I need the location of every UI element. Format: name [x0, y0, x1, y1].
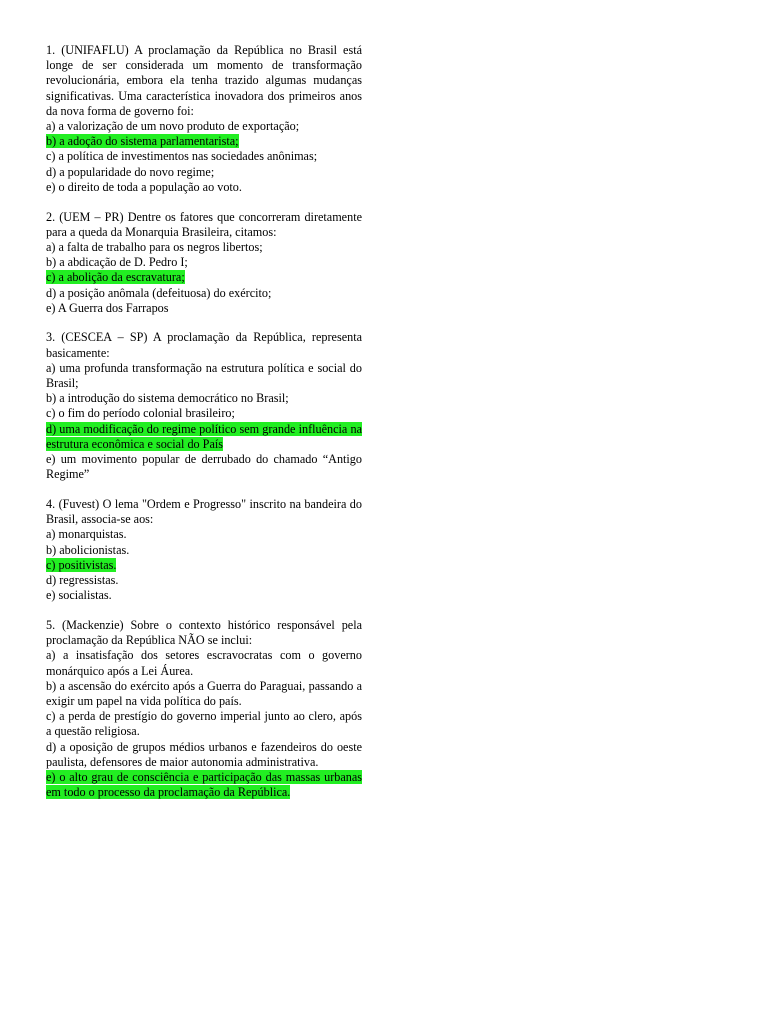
question-1-option-b-answer: b) a adoção do sistema parlamentarista; — [46, 134, 239, 149]
question-3-statement: 3. (CESCEA – SP) A proclamação da República, representa basicamente: — [46, 330, 362, 360]
question-4-option-d: d) regressistas. — [46, 573, 119, 587]
question-5-option-b: b) a ascensão do exército após a Guerra do Paraguai, passando a exigir um papel na vida política do país. — [46, 678, 362, 708]
question-5-option-c: c) a perda de prestígio do governo imperial junto ao clero, após a questão religiosa. — [46, 709, 362, 739]
question-5-option-d: d) a oposição de grupos médios urbanos e fazendeiros do oeste paulista, defensores de maior autonomia administrativa. — [46, 739, 362, 769]
question-3 — [46, 330, 362, 482]
question-4-option-c-answer: c) positivistas. — [46, 557, 117, 572]
question-3-option-a: a) uma profunda transformação na estrutura política e social do Brasil; — [46, 360, 362, 391]
document-page — [46, 43, 362, 815]
question-4 — [46, 497, 362, 603]
question-3-option-c: c) o fim do período colonial brasileiro; — [46, 406, 235, 421]
question-1 — [46, 43, 362, 195]
question-2-statement: 2. (UEM – PR) Dentre os fatores que concorreram diretamente para a queda da Monarquia Brasileira, citamos: — [46, 209, 362, 239]
question-2-option-d: d) a posição anômala (defeituosa) do exército; — [46, 285, 272, 300]
question-3-option-e: e) um movimento popular de derrubado do chamado “Antigo Regime” — [46, 452, 362, 482]
question-2-option-c-answer: c) a abolição da escravatura; — [46, 270, 185, 285]
question-1-option-d: d) a popularidade do novo regime; — [46, 164, 215, 179]
question-5-option-a: a) a insatisfação dos setores escravocratas com o governo monárquico após a Lei Áurea. — [46, 648, 362, 678]
question-5-option-e-answer: e) o alto grau de consciência e participação das massas urbanas em todo o processo da proclamação da República. — [46, 769, 362, 800]
question-1-option-e: e) o direito de toda a população ao voto. — [46, 179, 242, 194]
question-1-option-c: c) a política de investimentos nas sociedades anônimas; — [46, 149, 318, 164]
question-4-statement: 4. (Fuvest) O lema "Ordem e Progresso" inscrito na bandeira do Brasil, associa-se aos: — [46, 496, 362, 527]
question-4-option-b: b) abolicionistas. — [46, 542, 130, 557]
question-2-option-a: a) a falta de trabalho para os negros libertos; — [46, 239, 263, 254]
question-2-option-b: b) a abdicação de D. Pedro I; — [46, 255, 188, 270]
question-2 — [46, 210, 362, 316]
question-1-statement: 1. (UNIFAFLU) A proclamação da República no Brasil está longe de ser considerada um momento de transformação revolucionária, embora ela tenha trazido algumas mudanças significativas. Uma característica inovadora dos primeiros anos da nova forma de governo foi: — [46, 43, 362, 118]
question-4-option-a: a) monarquistas. — [46, 527, 127, 542]
question-1-option-a: a) a valorização de um novo produto de exportação; — [46, 119, 300, 134]
question-5-statement: 5. (Mackenzie) Sobre o contexto histórico responsável pela proclamação da República NÃO se inclui: — [46, 617, 362, 648]
question-5 — [46, 618, 362, 800]
question-3-option-d-answer: d) uma modificação do regime político sem grande influência na estrutura econômica e social do País — [46, 421, 362, 451]
question-2-option-e: e) A Guerra dos Farrapos — [46, 300, 169, 315]
question-4-option-e: e) socialistas. — [46, 588, 112, 603]
question-3-option-b: b) a introdução do sistema democrático no Brasil; — [46, 391, 289, 406]
